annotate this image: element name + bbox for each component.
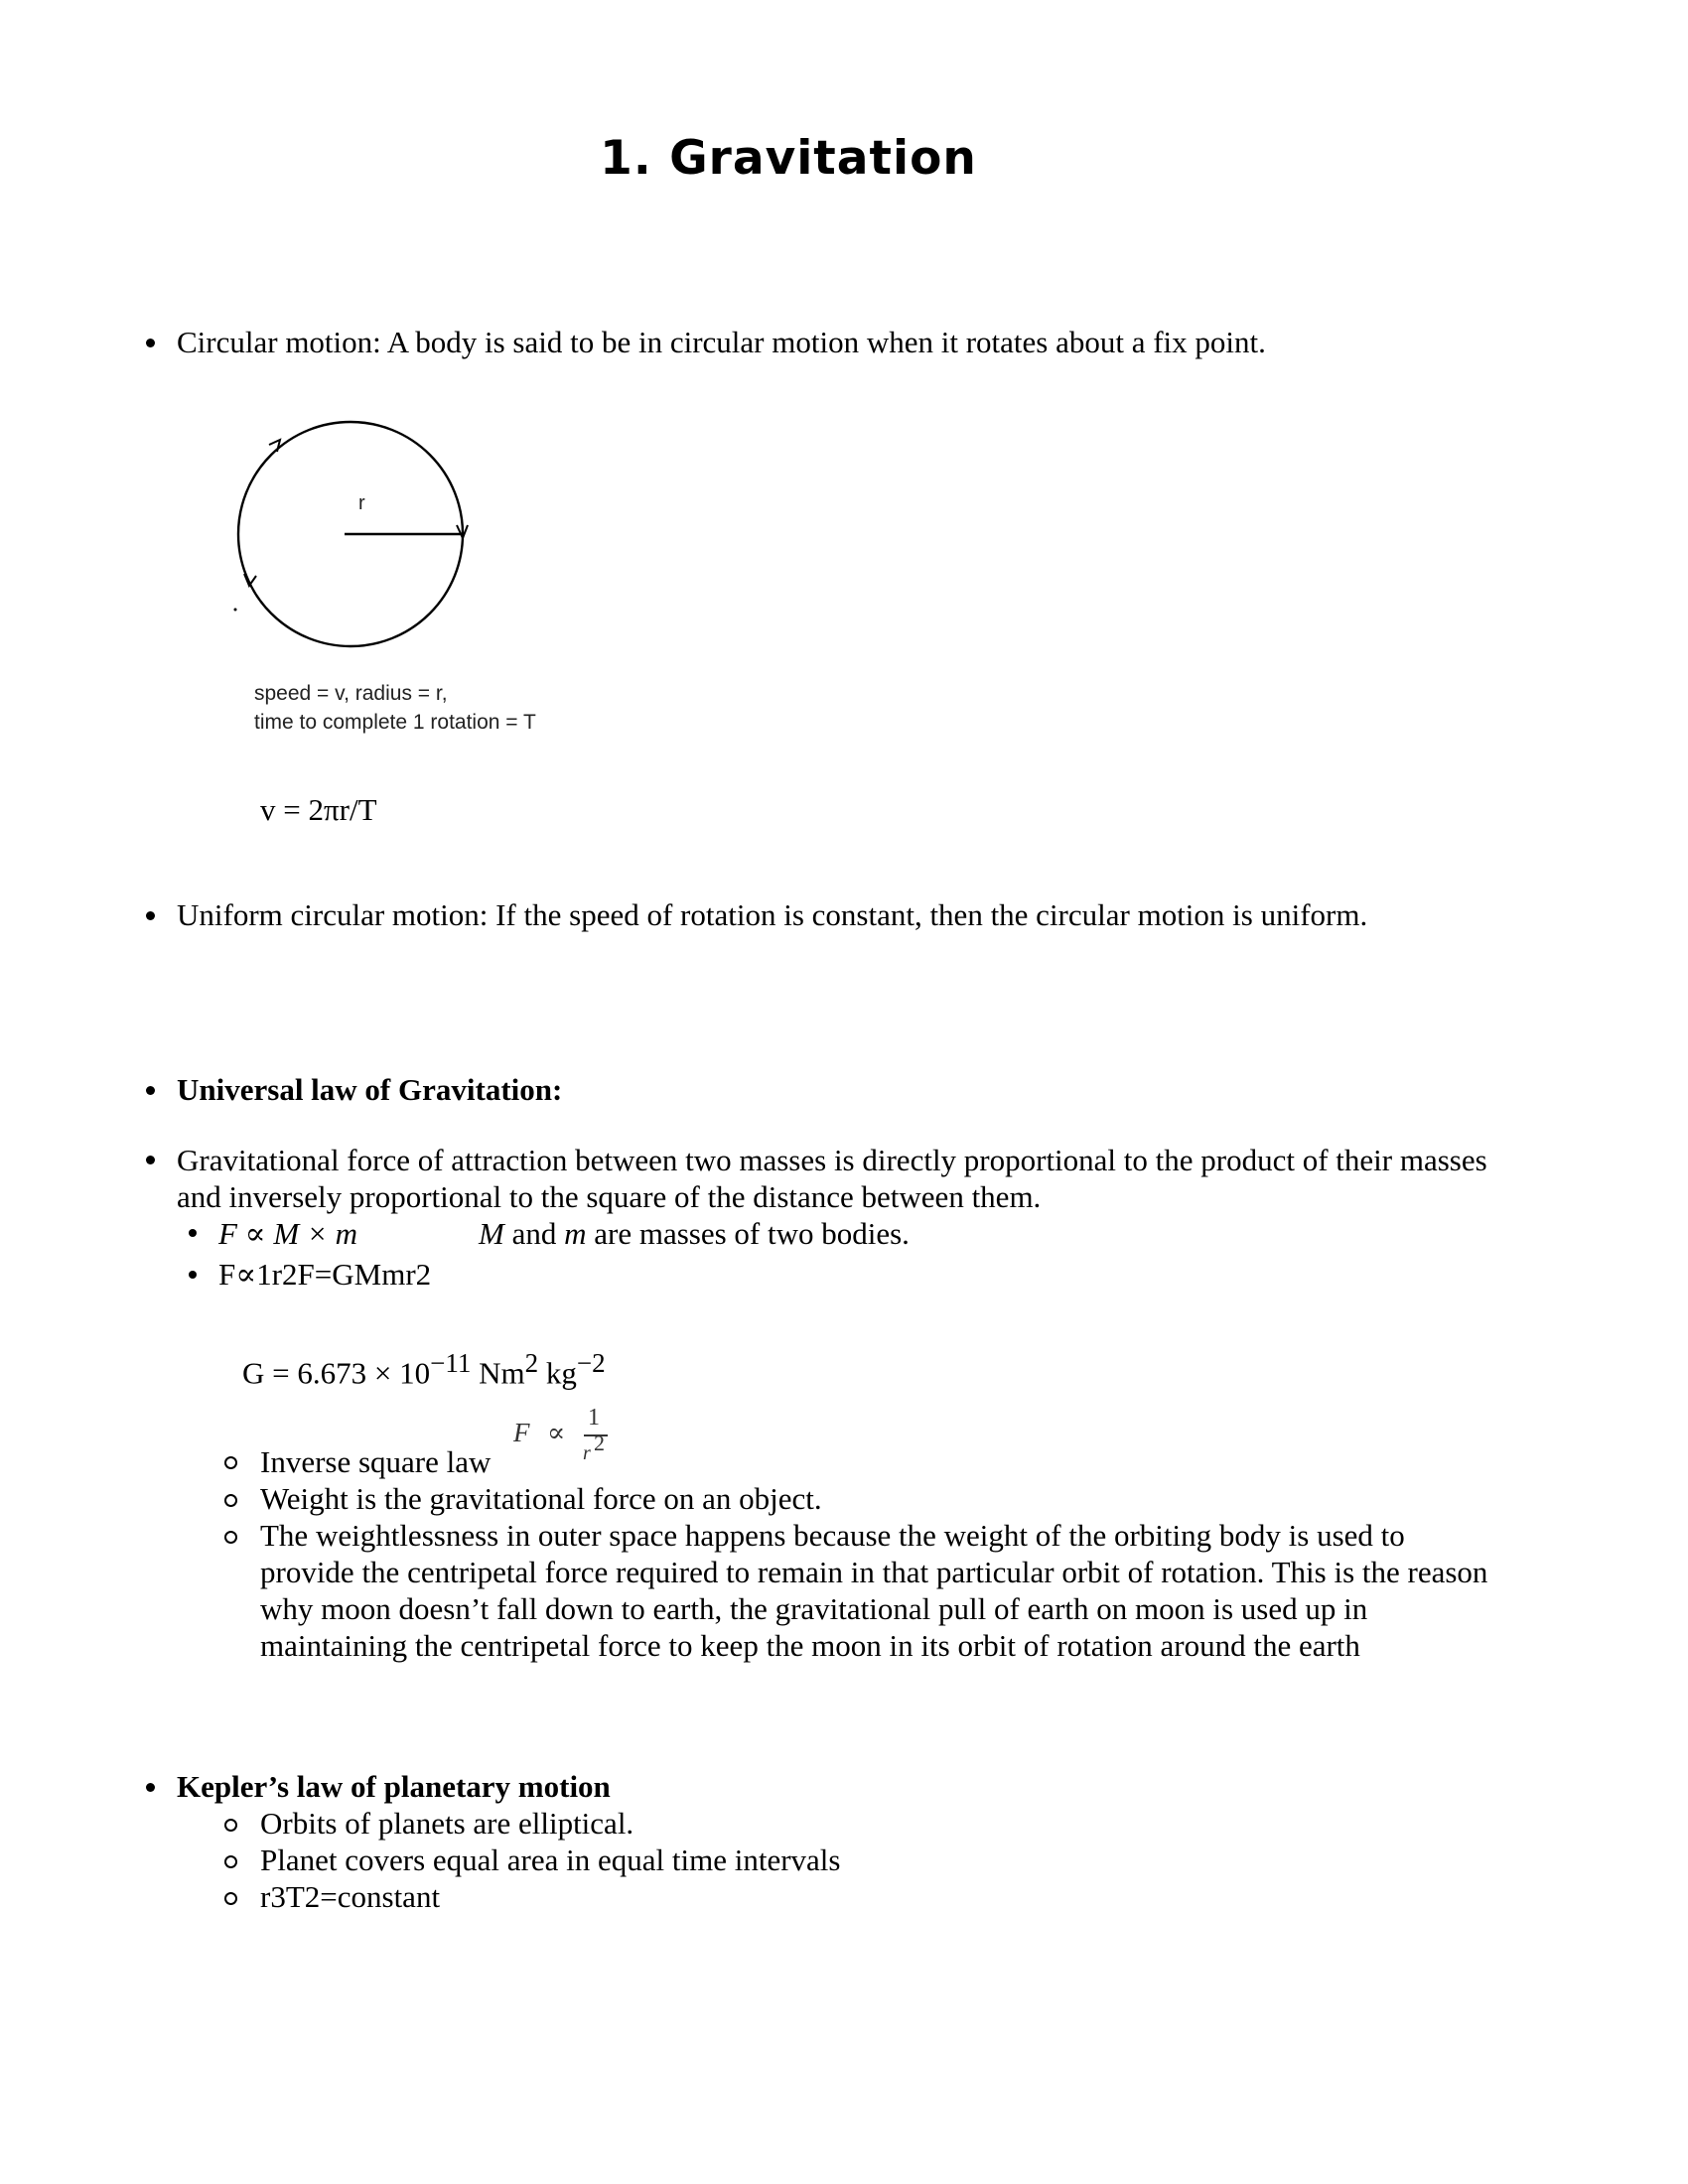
uniform-circular-motion-text: Uniform circular motion: If the speed of rotation is constant, then the circular motion is uniform.: [177, 897, 1368, 932]
weightlessness-line2: provide the centripetal force required to remain in that particular orbit of rotation. This is the reason: [260, 1555, 1488, 1589]
sub-bullet-ring: [224, 1819, 237, 1832]
page-title: 1. Gravitation: [600, 131, 977, 186]
bullet-dot: [146, 339, 155, 347]
kepler-law-2: Planet covers equal area in equal time intervals: [260, 1843, 841, 1877]
inverse-square-denominator-exp: 2: [594, 1431, 605, 1455]
sub-bullet-ring: [224, 1456, 237, 1469]
sub-bullet-ring: [224, 1531, 237, 1544]
inverse-square-label: Inverse square law: [260, 1444, 492, 1479]
masses-note-text: are masses of two bodies.: [586, 1216, 910, 1251]
kepler-heading: Kepler’s law of planetary motion: [177, 1769, 611, 1804]
weight-definition: Weight is the gravitational force on an object.: [260, 1481, 822, 1516]
bullet-dot: [146, 1086, 155, 1095]
velocity-formula: v = 2πr/T: [260, 792, 377, 827]
kepler-law-3: r3T2=constant: [260, 1879, 441, 1914]
radius-label: r: [358, 492, 365, 514]
g-unit2: kg: [538, 1355, 577, 1391]
diagram-caption-line2: time to complete 1 rotation = T: [254, 711, 536, 734]
g-exp1: −11: [430, 1348, 472, 1378]
mass-m: m: [564, 1216, 587, 1251]
inverse-square-formula-f: F: [513, 1418, 530, 1447]
inverse-square-formula-prop: ∝: [547, 1418, 566, 1447]
universal-law-description-line2: and inversely proportional to the square of the distance between them.: [177, 1179, 1042, 1214]
proportional-formula: F ∝ M × m: [218, 1216, 358, 1251]
kepler-law-1: Orbits of planets are elliptical.: [260, 1806, 634, 1841]
g-unit1: Nm: [471, 1355, 525, 1391]
universal-law-description-line1: Gravitational force of attraction between two masses is directly proportional to the product of their masses: [177, 1143, 1487, 1177]
gravitational-constant: [242, 1345, 606, 1391]
and-text: and: [503, 1216, 565, 1251]
g-exp2: 2: [524, 1348, 539, 1378]
bullet-dot: [146, 911, 155, 920]
g-base: G = 6.673 × 10: [242, 1355, 431, 1391]
inverse-square-denominator-r: r: [583, 1442, 591, 1464]
universal-law-heading: Universal law of Gravitation:: [177, 1072, 563, 1107]
sub-bullet-ring: [224, 1494, 237, 1507]
bullet-dot: [146, 1156, 155, 1164]
mass-M: M: [479, 1216, 504, 1251]
bullet-dot: [189, 1271, 197, 1279]
garbled-gravitation-formula: F∝1r2F=GMmr2: [218, 1257, 432, 1292]
weightlessness-line4: maintaining the centripetal force to keep the moon in its orbit of rotation around the earth: [260, 1628, 1360, 1663]
weightlessness-line1: The weightlessness in outer space happens because the weight of the orbiting body is used to: [260, 1518, 1405, 1553]
circular-motion-text: Circular motion: A body is said to be in circular motion when it rotates about a fix point.: [177, 325, 1266, 359]
diagram-caption-line1: speed = v, radius = r,: [254, 682, 448, 705]
inverse-square-numerator: 1: [588, 1405, 600, 1431]
bullet-dot: [146, 1783, 155, 1792]
proportional-note: [479, 1215, 910, 1253]
g-exp3: −2: [576, 1348, 606, 1378]
sub-bullet-ring: [224, 1855, 237, 1868]
sub-bullet-ring: [224, 1892, 237, 1905]
weightlessness-line3: why moon doesn’t fall down to earth, the gravitational pull of earth on moon is used up in: [260, 1591, 1368, 1626]
bullet-dot: [189, 1229, 197, 1237]
circular-motion-diagram: [223, 407, 482, 665]
